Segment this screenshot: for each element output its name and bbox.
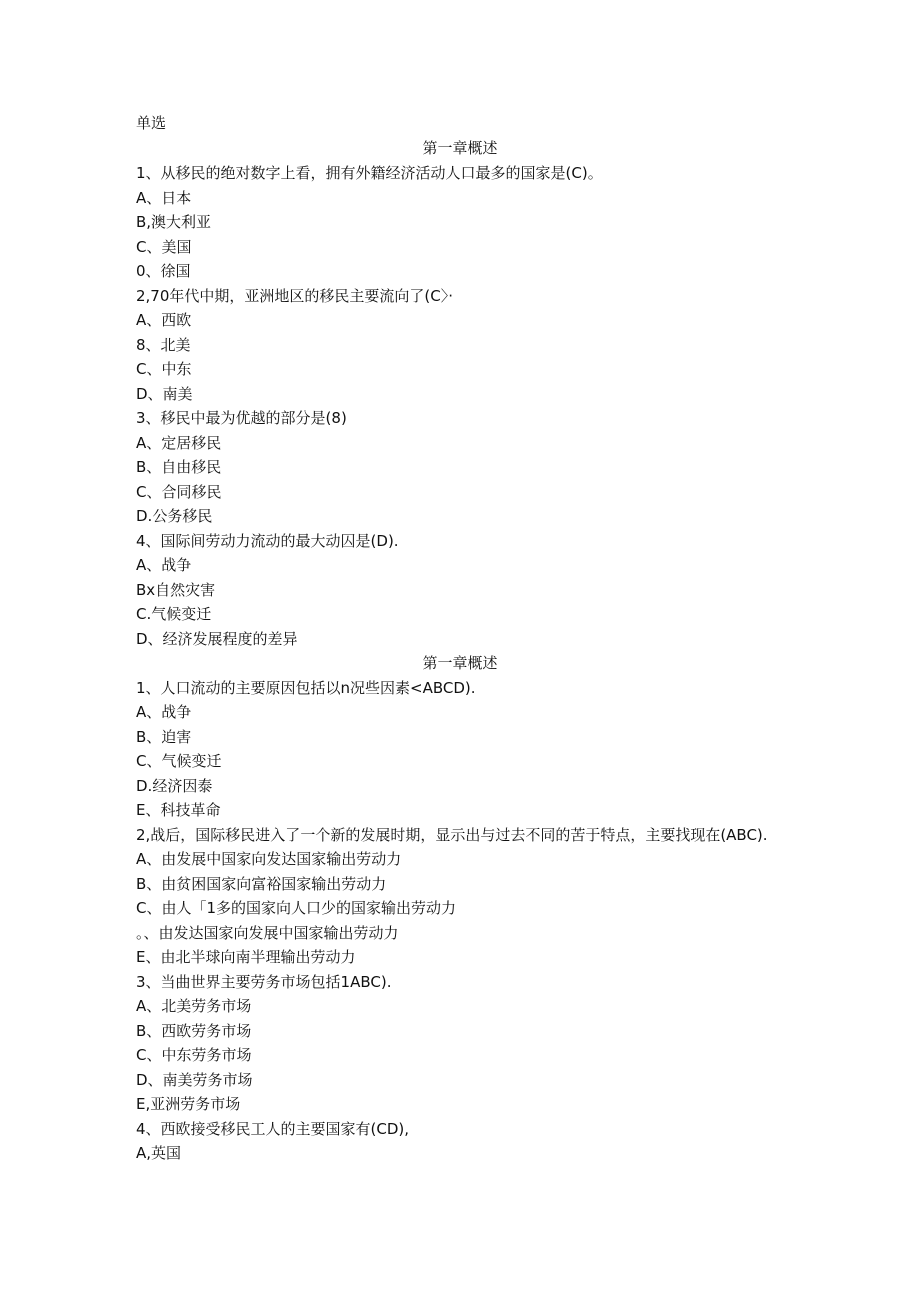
option-c: C、由人「1多的国家向人口少的国家输出劳动力: [136, 899, 457, 917]
option-b: B、由贫困国家向富裕国家输出劳动力: [136, 875, 387, 893]
question-stem: 2,战后，国际移民进入了一个新的发展时期，显示出与过去不同的苦于特点，主要找现在(ABC).: [136, 826, 768, 844]
option-e: E、科技革命: [136, 801, 221, 819]
document-header: 单选: [136, 114, 167, 132]
option-a: A、西欧: [136, 311, 192, 329]
option-b: 8、北美: [136, 336, 191, 354]
option-d: D.公务移民: [136, 507, 213, 525]
question-stem: 3、移民中最为优越的部分是(8): [136, 409, 347, 427]
option-c: C.气候变迁: [136, 605, 212, 623]
option-c: C、中东劳务市场: [136, 1046, 252, 1064]
option-a: A、由发展中国家向发达国家输出劳动力: [136, 850, 402, 868]
question-stem: 4、西欧接受移民工人的主要国家有(CD),: [136, 1120, 410, 1138]
section-heading: 第一章概述: [422, 654, 498, 672]
option-b: B、西欧劳务市场: [136, 1022, 252, 1040]
option-a: A、战争: [136, 556, 192, 574]
option-c: C、气候变迁: [136, 752, 222, 770]
option-c: C、美国: [136, 238, 192, 256]
option-a: A、北美劳务市场: [136, 997, 252, 1015]
option-d: 0、徐国: [136, 262, 191, 280]
option-a: A、日本: [136, 189, 192, 207]
option-d: D.经济因泰: [136, 777, 213, 795]
option-c: C、合同移民: [136, 483, 222, 501]
option-a: A、定居移民: [136, 434, 222, 452]
option-c: C、中东: [136, 360, 192, 378]
option-d: D、南美劳务市场: [136, 1071, 253, 1089]
option-a: A,英国: [136, 1144, 182, 1162]
option-b: B、自由移民: [136, 458, 222, 476]
option-d: D、经济发展程度的差异: [136, 630, 298, 648]
option-b: B,澳大利亚: [136, 213, 212, 231]
question-stem: 3、当曲世界主要劳务市场包括1ABC).: [136, 973, 392, 991]
option-e: E、由北半球向南半理输出劳动力: [136, 948, 356, 966]
question-stem: 2,70年代中期，亚洲地区的移民主要流向了(C〉·: [136, 287, 453, 305]
option-e: E,亚洲劳务市场: [136, 1095, 241, 1113]
option-a: A、战争: [136, 703, 192, 721]
option-d: D、南美: [136, 385, 193, 403]
option-b: Bx自然灾害: [136, 581, 216, 599]
question-stem: 4、国际间劳动力流动的最大动囚是(D).: [136, 532, 399, 550]
option-d: 。、由发达国家向发展中国家输出劳动力: [136, 924, 399, 942]
section-heading: 第一章概述: [422, 139, 498, 157]
question-stem: 1、从移民的绝对数字上看，拥有外籍经济活动人口最多的国家是(C)。: [136, 164, 603, 182]
question-stem: 1、人口流动的主要原因包括以n况些因素<ABCD).: [136, 679, 476, 697]
option-b: B、迫害: [136, 728, 192, 746]
